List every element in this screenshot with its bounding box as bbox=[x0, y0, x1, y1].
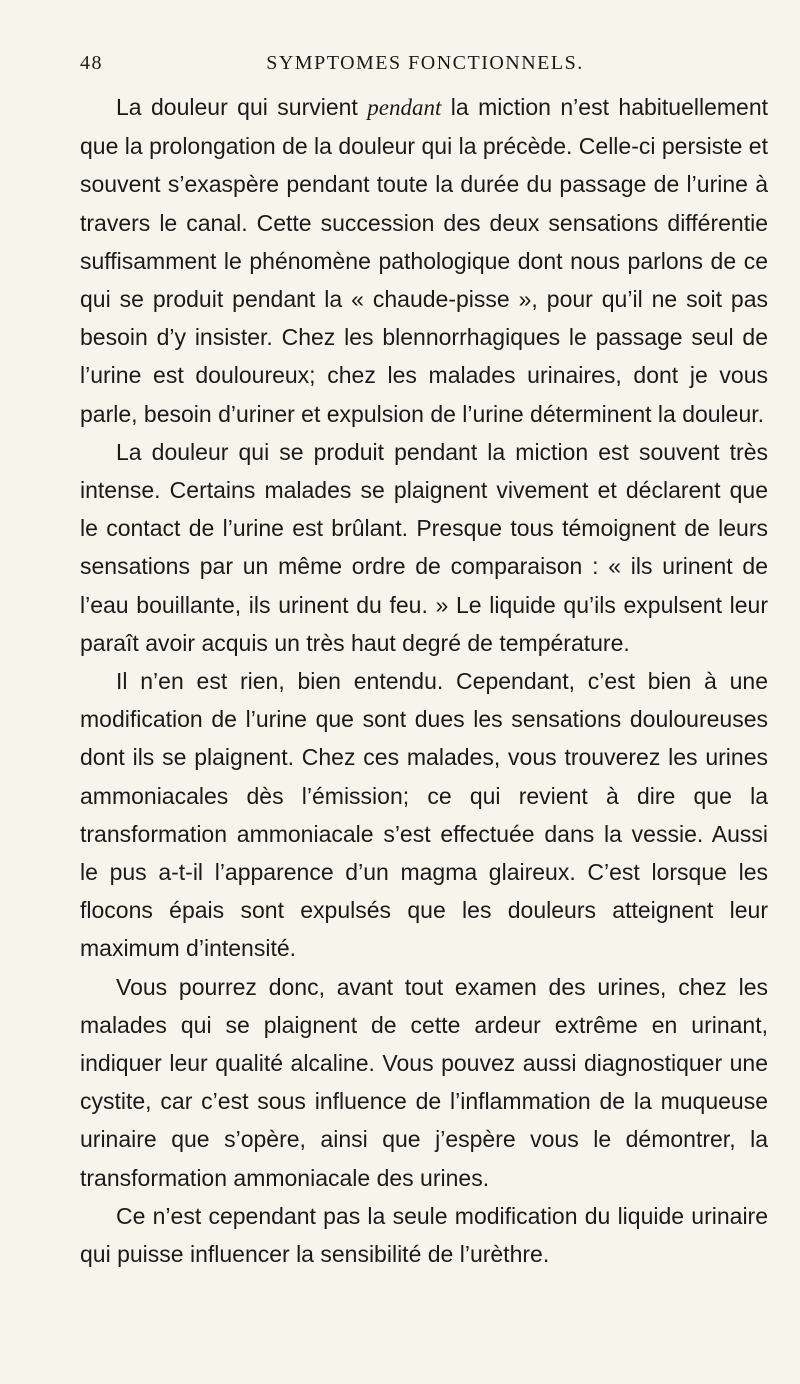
page-number: 48 bbox=[80, 52, 103, 74]
emphasized-word: pendant bbox=[367, 95, 442, 120]
paragraph-text: la miction n’est habituellement que la prolongation de la douleur qui la précède. Celle-ci persiste et souvent s’exaspère pendant toute la durée du passage de l’urine à travers le canal. Cette succession des deux sensations différentie suffisamment le phénomène pathologique dont nous parlons de ce qui se produit pendant la « chaude-pisse », pour qu’il ne soit pas besoin d’y insister. Chez les blennorrhagiques le passage seul de l’urine est douloureux; chez les malades urinaires, dont je vous parle, besoin d’uriner et expulsion de l’urine déterminent la douleur. bbox=[80, 94, 768, 427]
paragraph: Ce n’est cependant pas la seule modification du liquide urinaire qui puisse influencer la sensibilité de l’urèthre. bbox=[80, 1202, 768, 1268]
body-text bbox=[80, 88, 768, 1273]
paragraph: La douleur qui se produit pendant la miction est souvent très intense. Certains malades se plaignent vivement et déclarent que le contact de l’urine est brûlant. Presque tous témoignent de leurs sensations par un même ordre de comparaison : « ils urinent de l’eau bouillante, ils urinent du feu. » Le liquide qu’ils expulsent leur paraît avoir acquis un très haut degré de température. bbox=[80, 438, 768, 656]
running-header bbox=[80, 52, 760, 80]
paragraph bbox=[80, 88, 768, 433]
paragraph-text: La douleur qui survient bbox=[116, 94, 368, 120]
paragraph: Il n’en est rien, bien entendu. Cependant, c’est bien à une modification de l’urine que sont dues les sensations douloureuses dont ils se plaignent. Chez ces malades, vous trouverez les urines ammoniacales dès l’émission; ce qui revient à dire que la transformation ammoniacale s’est effectuée dans la vessie. Aussi le pus a-t-il l’apparence d’un magma glaireux. C’est lorsque les flocons épais sont expulsés que les douleurs atteignent leur maximum d’intensité. bbox=[80, 668, 768, 962]
paragraph: Vous pourrez donc, avant tout examen des urines, chez les malades qui se plaignent de cette ardeur extrême en urinant, indiquer leur qualité alcaline. Vous pouvez aussi diagnostiquer une cystite, car c’est sous influence de l’inflammation de la muqueuse urinaire que s’opère, ainsi que j’espère vous le démontrer, la transformation ammoniacale des urines. bbox=[80, 973, 768, 1191]
running-title: SYMPTOMES FONCTIONNELS. bbox=[266, 52, 584, 74]
